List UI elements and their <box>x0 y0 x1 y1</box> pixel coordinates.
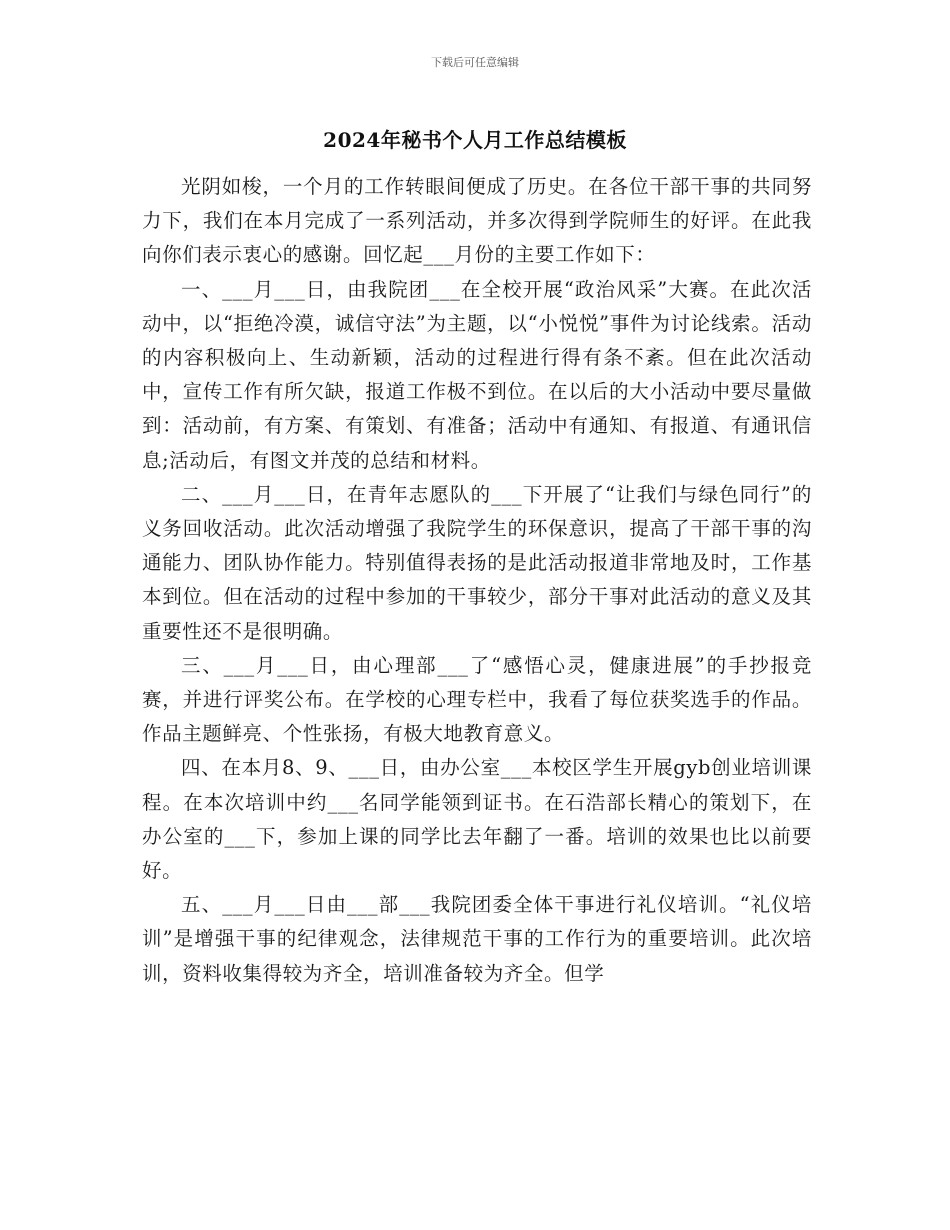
document-title: 2024年秘书个人月工作总结模板 <box>323 128 627 152</box>
paragraph-item-2: 二、___月___日，在青年志愿队的___下开展了“让我们与绿色同行”的义务回收活动。此次活动增强了我院学生的环保意识，提高了干部干事的沟通能力、团队协作能力。特别值得表扬的是此活动报道非常地及时，工作基本到位。但在活动的过程中参加的干事较少，部分干事对此活动的意义及其重要性还不是很明确。 <box>142 482 812 643</box>
paragraph-item-5: 五、___月___日由___部___我院团委全体干事进行礼仪培训。“礼仪培训”是增强干事的纪律观念，法律规范干事的工作行为的重要培训。此次培训，资料收集得较为齐全，培训准备较为齐全。但学 <box>142 893 812 985</box>
paragraph-item-1: 一、___月___日，由我院团___在全校开展“政治风采”大赛。在此次活动中，以“拒绝冷漠，诚信守法”为主题，以“小悦悦”事件为讨论线索。活动的内容积极向上、生动新颖，活动的过程进行得有条不紊。但在此次活动中，宣传工作有所欠缺，报道工作极不到位。在以后的大小活动中要尽量做到：活动前，有方案、有策划、有准备；活动中有通知、有报道、有通讯信息;活动后，有图文并茂的总结和材料。 <box>142 277 812 472</box>
paragraph-item-4: 四、在本月8、9、___日，由办公室___本校区学生开展gyb创业培训课程。在本次培训中约___名同学能领到证书。在石浩部长精心的策划下，在办公室的___下，参加上课的同学比去年翻了一番。培训的效果也比以前要好。 <box>142 756 812 883</box>
header-note: 下载后可任意编辑 <box>431 56 519 69</box>
paragraph-intro: 光阴如梭，一个月的工作转眼间便成了历史。在各位干部干事的共同努力下，我们在本月完成了一系列活动，并多次得到学院师生的好评。在此我向你们表示衷心的感谢。回忆起___月份的主要工作如下： <box>142 175 812 267</box>
document-body <box>142 170 812 991</box>
paragraph-item-3: 三、___月___日，由心理部___了“感悟心灵，健康进展”的手抄报竞赛，并进行评奖公布。在学校的心理专栏中，我看了每位获奖选手的作品。作品主题鲜亮、个性张扬，有极大地教育意义。 <box>142 653 812 746</box>
